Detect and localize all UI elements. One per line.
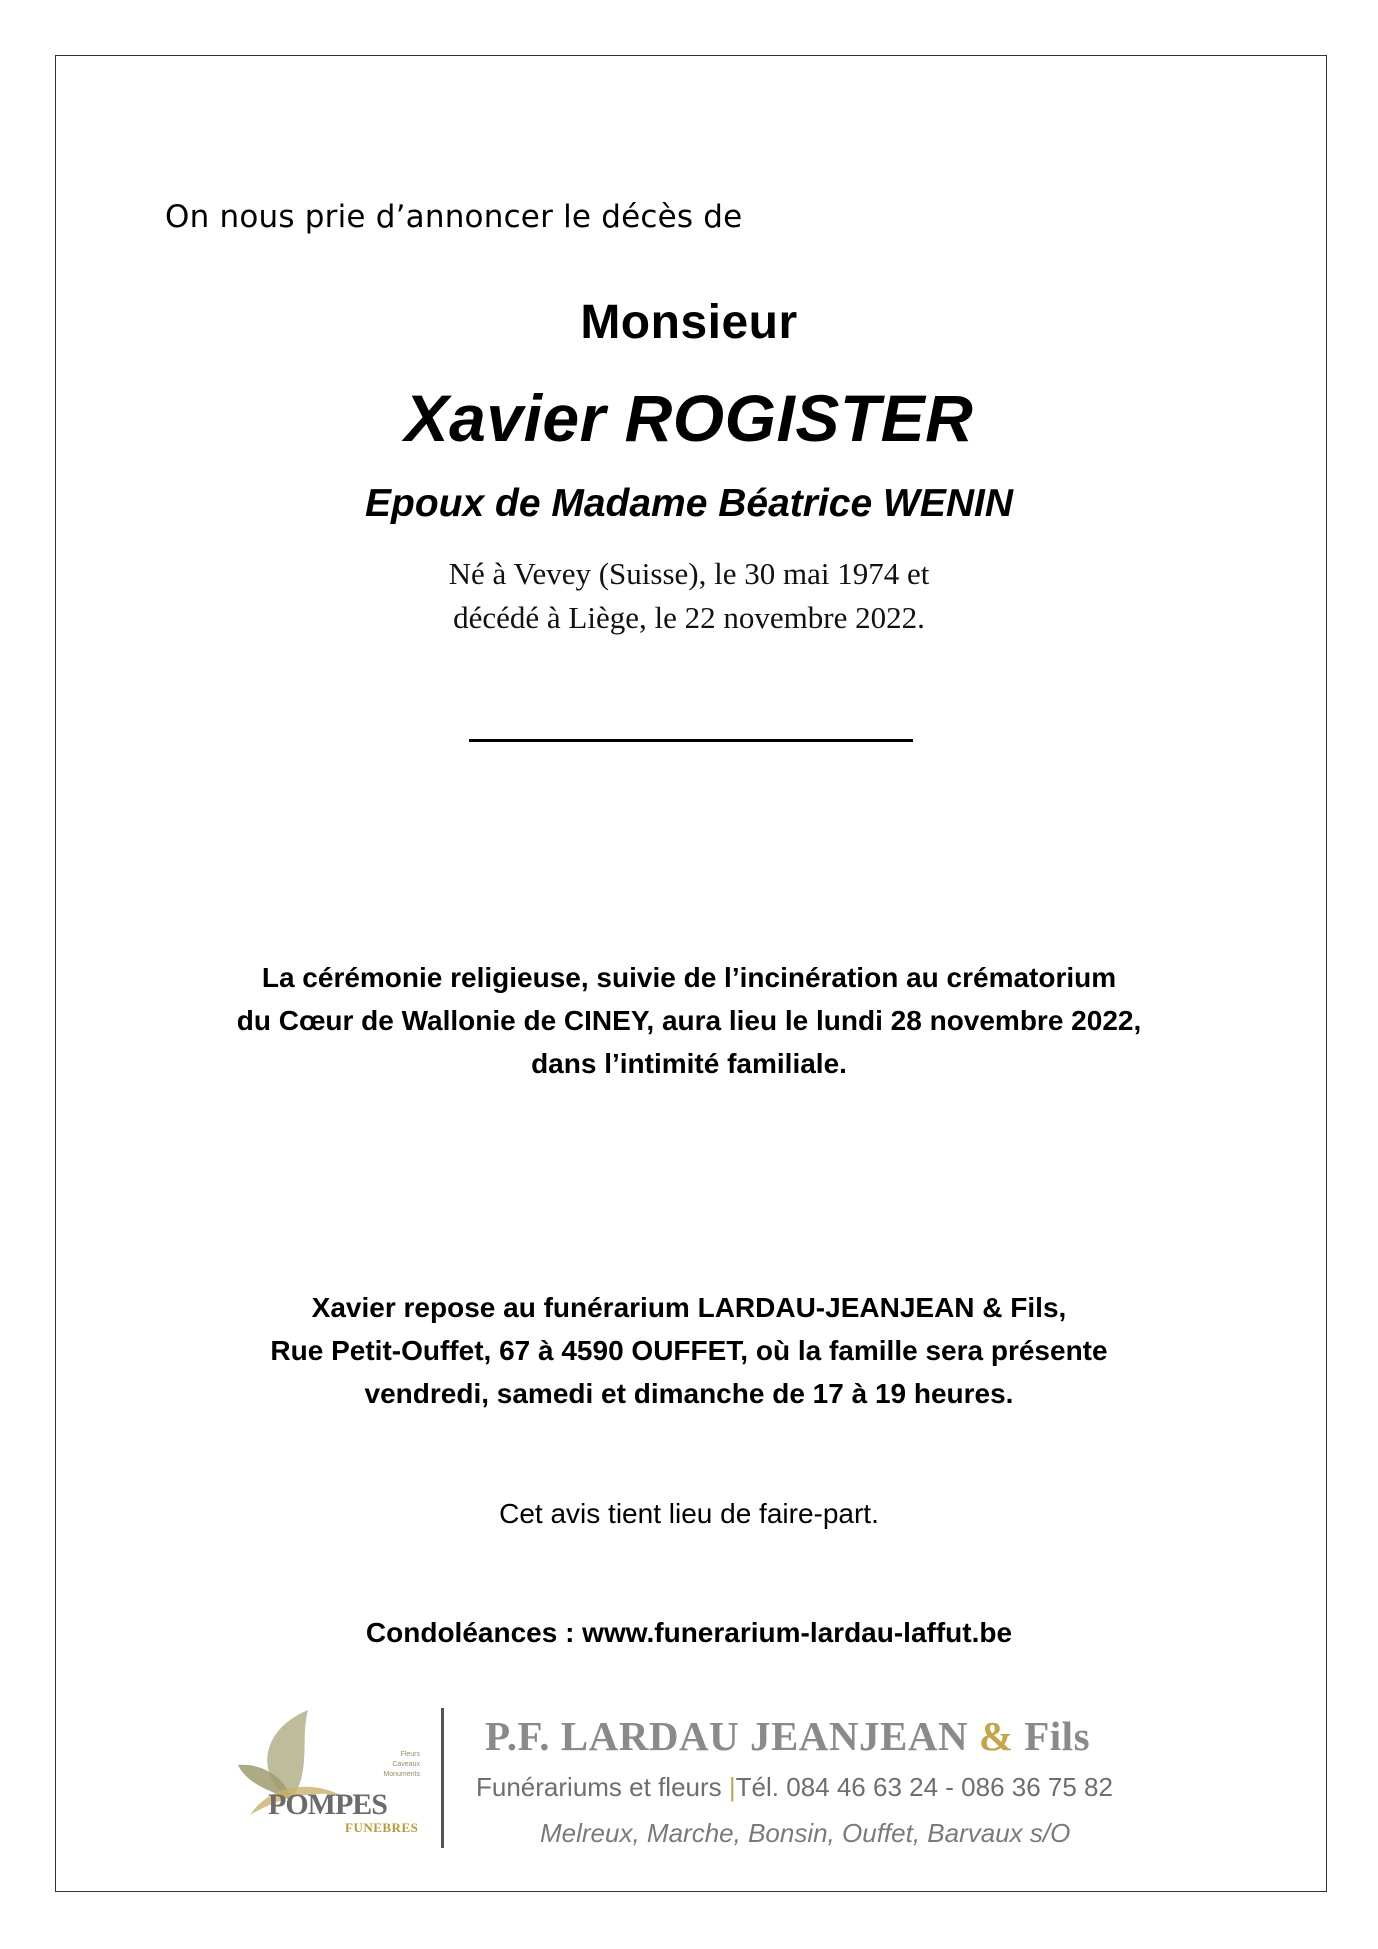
ceremony-line: dans l’intimité familiale. (531, 1048, 847, 1079)
logo-word-pompes: POMPES (268, 1788, 387, 1821)
footer-separator (441, 1708, 444, 1848)
firm-name: P.F. LARDAU JEANJEAN & Fils (485, 1713, 1091, 1759)
deceased-name: Xavier ROGISTER (404, 381, 974, 455)
separator-bar: | (728, 1772, 736, 1802)
intro-text: On nous prie d’annoncer le décès de (165, 199, 743, 235)
visitation-line: Rue Petit-Ouffet, 67 à 4590 OUFFET, où la famille sera présente (270, 1335, 1108, 1366)
firm-contact: Funérariums et fleurs |Tél. 084 46 63 24 - 086 36 75 82 (476, 1772, 1113, 1802)
ceremony-line: du Cœur de Wallonie de CINEY, aura lieu le lundi 28 novembre 2022, (236, 1005, 1142, 1036)
phone-numbers: 084 46 63 24 - 086 36 75 82 (786, 1772, 1113, 1802)
visitation-line: Xavier repose au funérarium LARDAU-JEANJEAN & Fils, (311, 1292, 1067, 1323)
death-line: décédé à Liège, le 22 novembre 2022. (453, 600, 925, 635)
birth-line: Né à Vevey (Suisse), le 30 mai 1974 et (448, 556, 930, 591)
faire-part-note: Cet avis tient lieu de faire-part. (499, 1498, 879, 1529)
firm-locations: Melreux, Marche, Bonsin, Ouffet, Barvaux s/O (540, 1818, 1071, 1848)
visitation-line: vendredi, samedi et dimanche de 17 à 19 heures. (364, 1378, 1014, 1409)
ceremony-line: La cérémonie religieuse, suivie de l’incinération au crématorium (261, 962, 1117, 993)
condolences-link[interactable]: Condoléances : www.funerarium-lardau-laffut.be (365, 1617, 1013, 1648)
visitation-paragraph (0, 1286, 1378, 1415)
title: Monsieur (580, 296, 798, 349)
logo-tagline: Fleurs Caveaux Monuments (383, 1751, 420, 1778)
ceremony-paragraph (0, 956, 1378, 1085)
birth-death-dates (0, 552, 1378, 640)
logo-word-funebres: FUNEBRES (345, 1820, 419, 1835)
divider-line (469, 739, 913, 742)
spouse-line: Epoux de Madame Béatrice WENIN (365, 482, 1013, 525)
